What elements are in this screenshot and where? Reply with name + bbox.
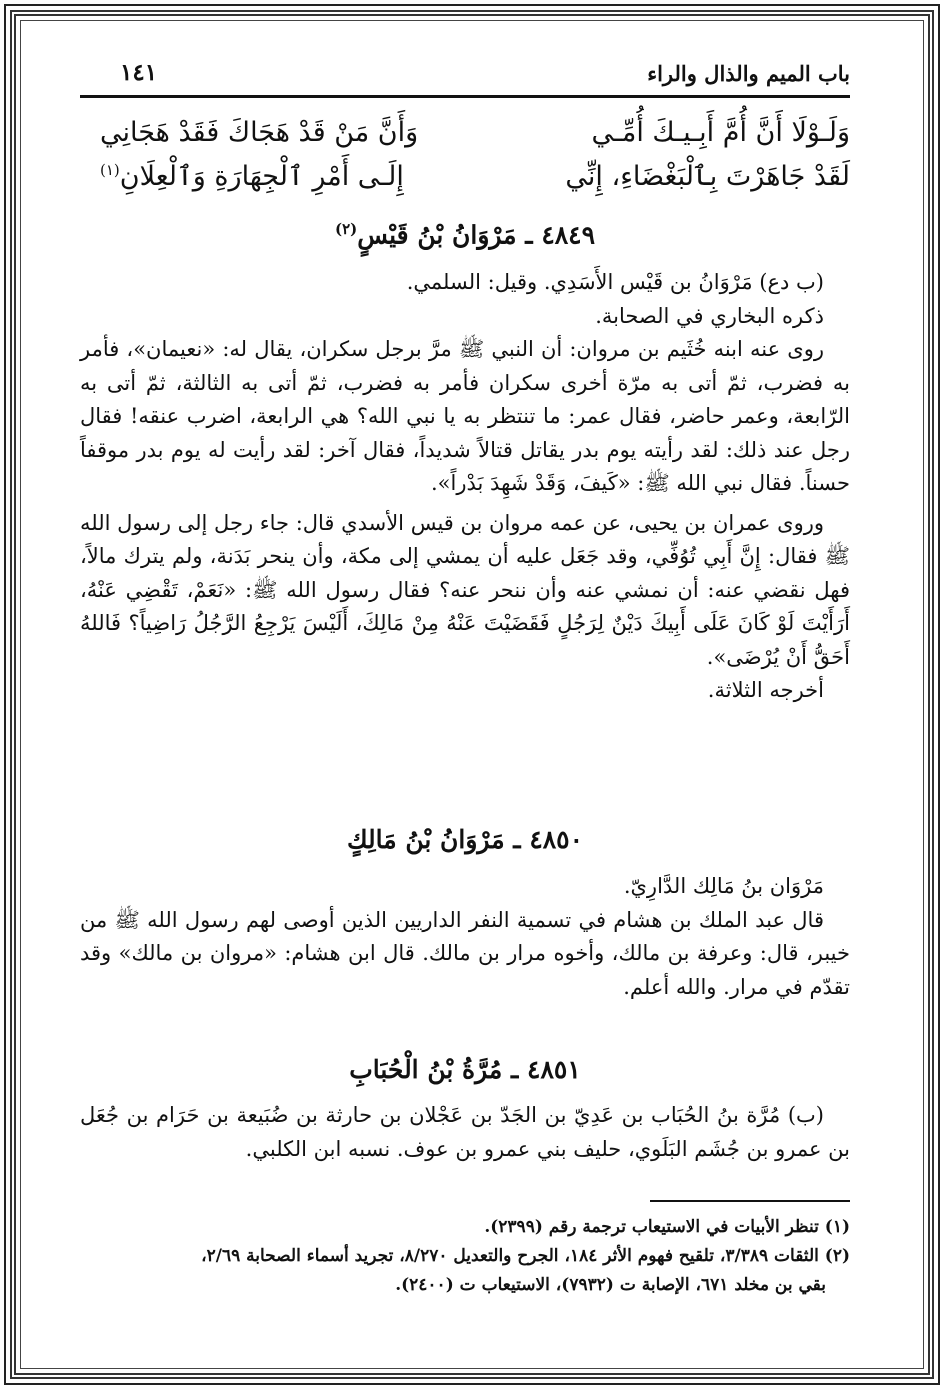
footnote-continuation: بقي بن مخلد ٦٧١، الإصابة ت (٧٩٣٢)، الاستيعاب ت (٢٤٠٠). — [395, 1275, 826, 1295]
running-header — [80, 55, 850, 98]
poem — [80, 117, 850, 205]
page-number: ١٤١ — [120, 59, 158, 86]
poem-hemistich-second: وَأَنَّ مَنْ قَدْ هَجَاكَ فَقَدْ هَجَانِي — [100, 117, 419, 148]
footnote: (١) تنظر الأبيات في الاستيعاب ترجمة رقم (٢٣٩٩). — [484, 1217, 850, 1237]
poem-verse — [80, 161, 850, 205]
footnote-separator — [650, 1200, 850, 1202]
paragraph: قال عبد الملك بن هشام في تسمية النفر الداريين الذين أوصى لهم رسول الله ﷺ من خيبر، قال: وعرفة بن مالك، وأخوه مرار بن مالك. قال ابن هشام: «مروان بن مالك» وقد تقدّم في مرار. والله أعلم. — [80, 907, 850, 999]
footnote-marker: (١) — [100, 161, 120, 179]
entry-heading-text: ٤٨٥١ ـ مُرَّةُ بْنُ الْحُبَابِ — [349, 1055, 581, 1084]
paragraph: (ب) مُرَّة بنُ الحُبَاب بن عَدِيّ بن الجَدّ بن عَجْلان بن حارثة بن ضُبَيعة بن حَرَام بن جُعَل بن عمرو بن جُشَم البَلَوي، حليف بني عمرو بن عوف. نسبه ابن الكلبي. — [80, 1103, 850, 1161]
poem-hemistich-first: وَلَـوْلَا أَنَّ أُمَّ أَبِـيـكَ أُمِّـي — [591, 117, 850, 148]
chapter-title: باب الميم والذال والراء — [647, 61, 850, 86]
footnote-marker: (٢) — [334, 220, 358, 238]
paragraph: وروى عمران بن يحيى، عن عمه مروان بن قيس الأسدي قال: جاء رجل إلى رسول الله ﷺ فقال: إِنَّ أَبِي تُوُفِّي، وقد جَعَل عليه أن يمشي إلى مكة، وأن ينحر بَدَنة، ولم يترك مالاً، فهل نقضي عنه: أن نمشي عنه وأن ننحر عنه؟ فقال رسول الله ﷺ: «نَعَمْ، تَقْضِي عَنْهُ، أَرَأَيْتَ لَوْ كَانَ عَلَى أَبِيكَ دَيْنٌ لِرَجُلٍ فَقَضَيْتَ عَنْهُ مِنْ مَالِكَ، أَلَيْسَ يَرْجِعُ الرَّجُلُ رَاضِياً؟ فَاللهُ أَحَقُّ أَنْ يُرْضَى». — [80, 510, 850, 669]
poem-verse — [80, 117, 850, 161]
entry-heading — [80, 220, 850, 249]
paragraph: (ب دع) مَرْوَانُ بن قَيْس الأَسَدِي. وقيل: السلمي. — [406, 270, 824, 294]
poem-hemistich-text: إِلَـى أَمْرِ ٱلْجِهَارَةِ وَٱلْعِلَانِ — [119, 161, 404, 192]
poem-hemistich-second — [100, 161, 404, 192]
entry-body — [80, 266, 850, 708]
entry-body — [80, 870, 850, 1004]
entry-heading-text: ٤٨٤٩ ـ مَرْوَانُ بْنُ قَيْسٍ — [357, 220, 596, 250]
entry-body — [80, 1099, 850, 1166]
entry-heading-text: ٤٨٥٠ ـ مَرْوَانُ بْنُ مَالِكٍ — [346, 825, 584, 854]
footnote: (٢) الثقات ٣/٣٨٩، تلقيح فهوم الأثر ١٨٤، الجرح والتعديل ٨/٢٧٠، تجريد أسماء الصحابة ٢/٦٩، — [201, 1246, 850, 1266]
paragraph: مَرْوَان بنُ مَالِك الدَّارِيّ. — [623, 874, 824, 898]
entry-heading — [80, 1055, 850, 1084]
entry-heading — [80, 825, 850, 854]
paragraph: أخرجه الثلاثة. — [707, 678, 824, 702]
book-page — [80, 55, 850, 1345]
poem-hemistich-first: لَقَدْ جَاهَرْتَ بِٱلْبَغْضَاءِ، إِنِّي — [565, 161, 850, 192]
paragraph: روى عنه ابنه خُثَيم بن مروان: أن النبي ﷺ مرَّ برجل سكران، يقال له: «نعيمان»، فأمر به فضرب، ثمّ أتى به مرّة أخرى سكران فأمر به فضرب، ثمّ أتى به الثالثة، ثمّ أتى به الرّابعة، وعمر حاضر، فقال عمر: ما تنتظر به يا نبي الله؟ هي الرابعة، اضرب عنقه! فقال رجل عند ذلك: لقد رأيته يوم بدر يقاتل قتالاً شديداً، فقال آخر: لقد رأيت له يوم بدر موقفاً حسناً. فقال نبي الله ﷺ: «كَيفَ، وَقَدْ شَهِدَ بَدْراً». — [80, 337, 850, 495]
paragraph: ذكره البخاري في الصحابة. — [595, 303, 824, 328]
footnotes — [80, 1213, 850, 1300]
